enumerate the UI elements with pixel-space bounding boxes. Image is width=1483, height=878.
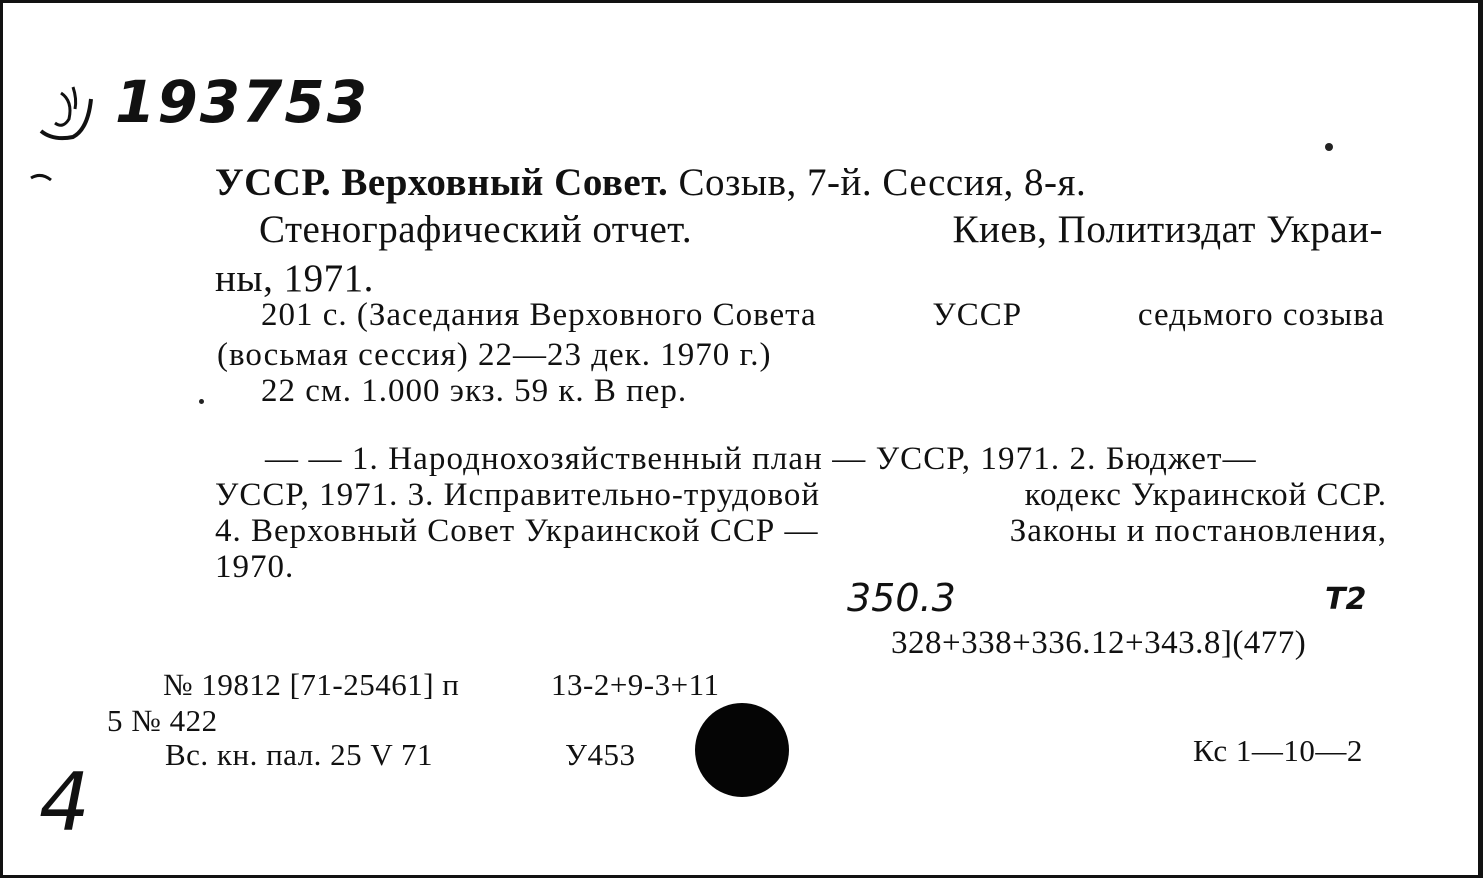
heading-line (215, 163, 1086, 202)
handwritten-inventory-number: 193753 (115, 68, 370, 136)
publisher-text: Киев, Политиздат Украи- (952, 208, 1383, 251)
small-mark-icon (29, 171, 53, 187)
handwritten-class-number: 350.3 (847, 576, 956, 620)
format-line: 22 см. 1.000 экз. 59 к. В пер. (261, 373, 688, 409)
speck-dot (199, 399, 204, 404)
title-line-3: ны, 1971. (215, 257, 374, 300)
pages-line-1 (261, 299, 1385, 332)
subjects-line-1: — — 1. Народнохозяйственный план — УССР, 1971. 2. Бюджет— (265, 441, 1257, 477)
pages-line-2: (восьмая сессия) 22—23 дек. 1970 г.) (217, 337, 772, 373)
pages-text: 201 с. (Заседания Верховного Совета (261, 297, 817, 333)
pages-ussr: УССР (932, 297, 1023, 333)
index-code: У453 (565, 737, 636, 772)
subjects-line-3 (215, 515, 1387, 548)
handwritten-corner-number: 4 (39, 756, 90, 849)
title-text: Стенографический отчет. (259, 208, 693, 251)
title-line-2 (259, 210, 1383, 249)
record-number: № 19812 [71-25461] п (163, 667, 460, 702)
subjects-text: УССР, 1971. 3. Исправительно-трудовой (215, 477, 820, 513)
record-copy: 5 № 422 (107, 703, 218, 738)
record-codes: 13-2+9-3+11 (551, 667, 720, 702)
subjects-text: Законы и постановления, (1009, 513, 1387, 549)
subjects-text: кодекс Украинской ССР. (1024, 477, 1387, 513)
heading-author: УССР. Верховный Совет. (215, 161, 669, 204)
handwritten-scribble-icon (33, 79, 95, 152)
pages-convocation: седьмого созыва (1137, 297, 1385, 333)
heading-session: Созыв, 7-й. Сессия, 8-я. (678, 161, 1087, 204)
handwritten-mark: T2 (1325, 582, 1367, 617)
chamber-line: Вс. кн. пал. 25 V 71 (165, 737, 434, 772)
punch-hole (695, 703, 789, 797)
subjects-line-2 (215, 479, 1387, 512)
kc-code: Кс 1—10—2 (1193, 733, 1363, 768)
subjects-line-4: 1970. (215, 549, 295, 585)
speck-dot (1325, 143, 1333, 151)
subjects-text: 4. Верховный Совет Украинской ССР — (215, 513, 819, 549)
classification-code: 328+338+336.12+343.8](477) (891, 625, 1307, 661)
